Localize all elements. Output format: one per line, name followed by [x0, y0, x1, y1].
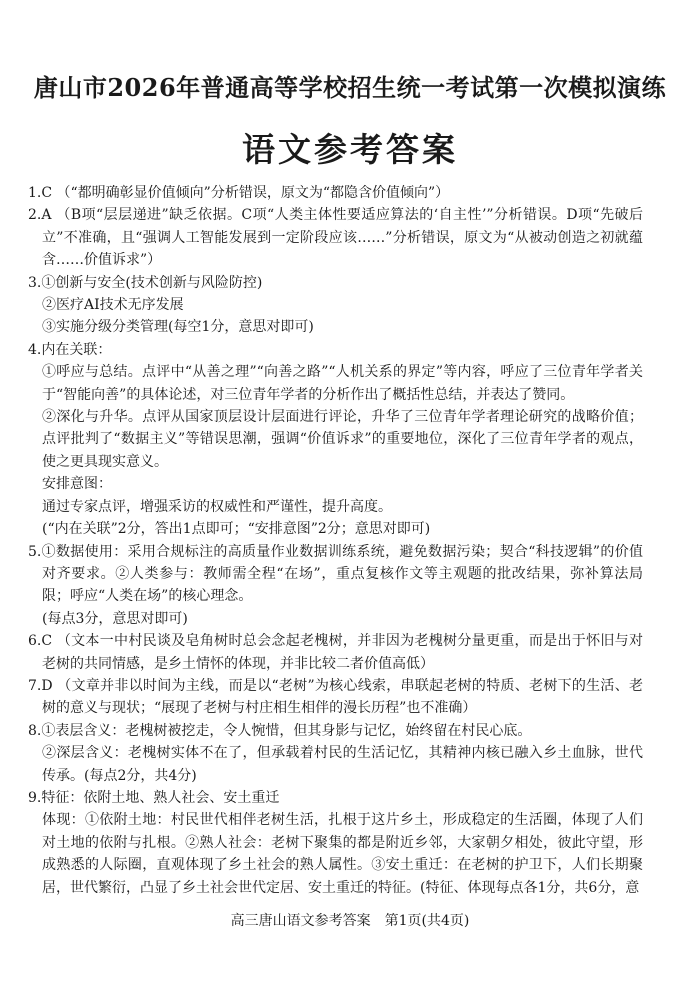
answer-4-item: 通过专家点评，增强采访的权威性和严谨性，提升高度。 [42, 498, 392, 515]
answer-3: 3.①创新与安全(技术创新与风险防控) [28, 274, 263, 291]
answer-9: 9.特征：依附土地、熟人社会、安土重迁 [28, 789, 280, 806]
answer-4: 4.内在关联： [28, 341, 112, 358]
answer-3-item: ②医疗AI技术无序发展 [42, 297, 184, 314]
answer-5: 5.①数据使用：采用合规标注的高质量作业数据训练系统，避免数据污染；契合“科技逻辑”的价值对齐要求。②人类参与：教师需全程“在场”，重点复核作文等主观题的批改结果，弥补算法局限；呼应“人类在场”的核心理念。 [28, 543, 643, 605]
scoring-note: (每点3分，意思对即可) [42, 610, 188, 627]
answer-4-label: 安排意图： [42, 476, 112, 493]
answer-2: 2.A （B项“层层递进”缺乏依据。C项“人类主体性要适应算法的‘自主性’”分析错误。D项“先破后立”不准确，且“强调人工智能发展到一定阶段应该……”分析错误，原文为“从被动创造之初就蕴含……价值诉求”） [28, 207, 643, 269]
exam-title: 唐山市2026年普通高等学校招生统一考试第一次模拟演练 [33, 73, 667, 102]
answer-8-item: ②深层含义：老槐树实体不在了，但承载着村民的生活记忆，其精神内核已融入乡土血脉，世代传承。(每点2分，共4分) [42, 745, 643, 784]
answer-7: 7.D （文章并非以时间为主线，而是以“老树”为核心线索，串联起老树的特质、老树下的生活、老树的意义与现状；“展现了老树与村庄相生相伴的漫长历程”也不准确） [28, 677, 643, 717]
answer-6: 6.C （文本一中村民谈及皂角树时总会念起老槐树，并非因为老槐树分量更重，而是出于怀旧与对老树的共同情感，是乡土情怀的体现，并非比较二者价值高低） [28, 633, 643, 672]
page-footer: 高三唐山语文参考答案 第1页(共4页) [230, 913, 470, 929]
answer-4-item: ②深化与升华。点评从国家顶层设计层面进行评论，升华了三位青年学者理论研究的战略价值；点评批判了“数据主义”等错误思潮，强调“价值诉求”的重要地位，深化了三位青年学者的观点，使之更具现实意义。 [42, 409, 643, 470]
answer-8: 8.①表层含义：老槐树被挖走，令人惋惜，但其身影与记忆，始终留在村民心底。 [28, 722, 532, 739]
answer-1: 1.C （“都明确彰显价值倾向”分析错误，原文为“都隐含价值倾向”） [28, 185, 450, 201]
answer-list [28, 182, 643, 899]
page-title: 语文参考答案 [242, 130, 458, 169]
scoring-note: (“内在关联”2分，答出1点即可；“安排意图”2分；意思对即可) [42, 521, 431, 538]
answer-3-item: ③实施分级分类管理(每空1分，意思对即可) [42, 319, 314, 336]
answer-4-item: ①呼应与总结。点评中“从善之理”“向善之路”“人机关系的界定”等内容，呼应了三位青年学者关于“智能向善”的具体论述，对三位青年学者的分析作出了概括性总结，并表达了赞同。 [42, 364, 643, 403]
answer-9-item: 体现：①依附土地：村民世代相伴老树生活，扎根于这片乡土，形成稳定的生活圈，体现了人们对土地的依附与扎根。②熟人社会：老树下聚集的都是附近乡邻，大家朝夕相处，彼此守望，形成熟悉的人际圈，直观体现了乡土社会的熟人属性。③安土重迁：在老树的护卫下，人们长期聚居，世代繁衍，凸显了乡土社会世代定居、安土重迁的特征。(特征、体现每点各1分，共6分，意 [42, 812, 643, 896]
